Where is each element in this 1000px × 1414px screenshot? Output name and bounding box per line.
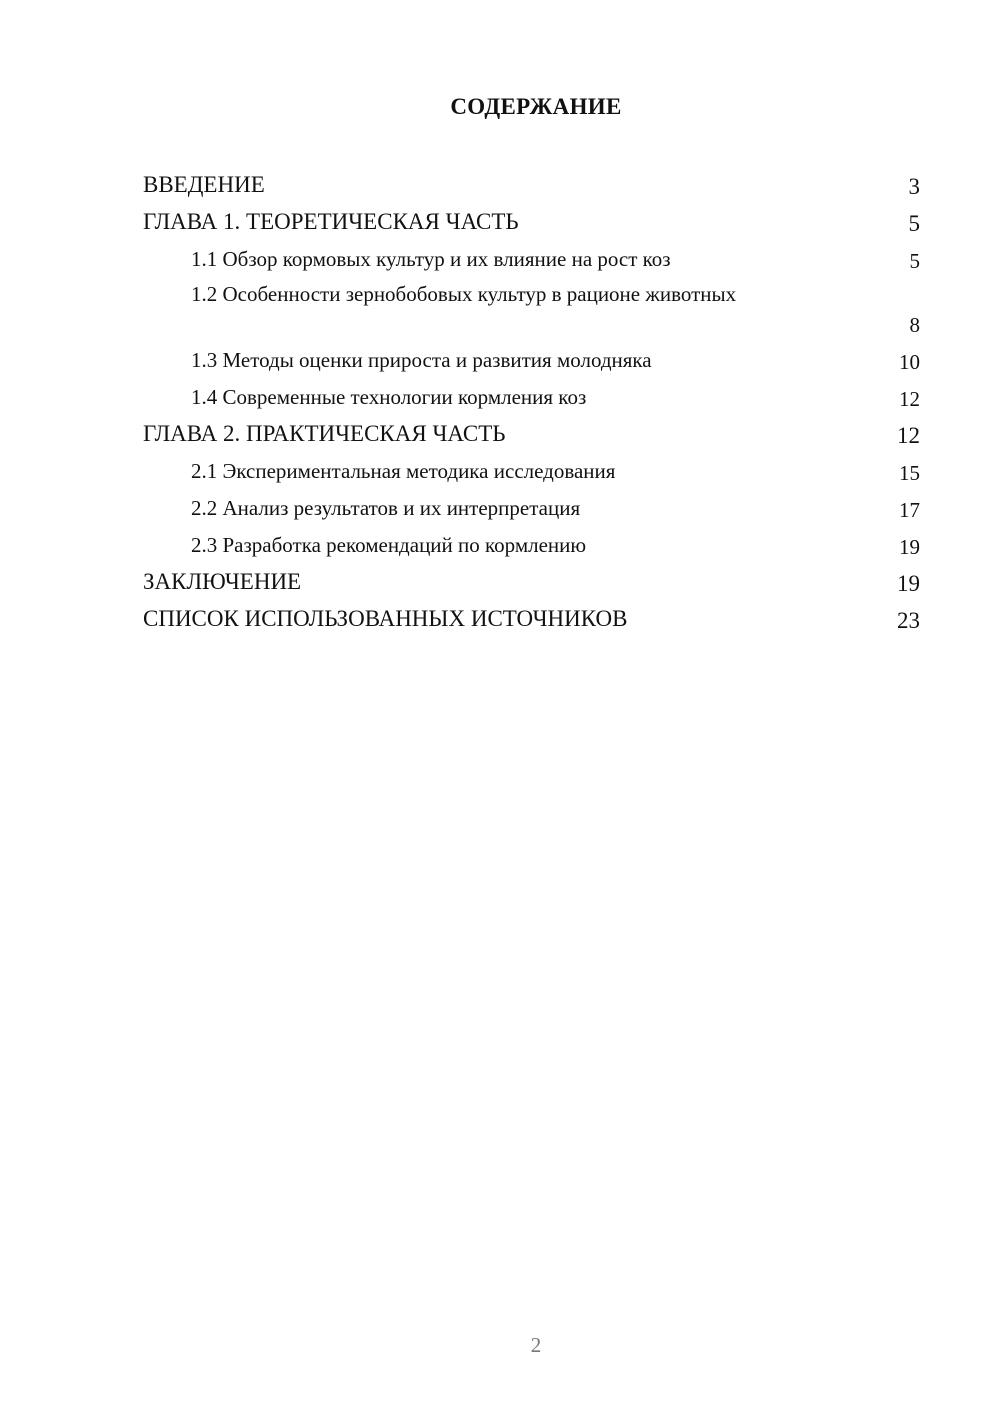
toc-entry-text: ЗАКЛЮЧЕНИЕ (143, 569, 302, 594)
table-of-contents (143, 168, 920, 639)
toc-entry-page: 19 (897, 571, 920, 596)
toc-entry-page: 12 (897, 423, 920, 448)
toc-entry-introduction[interactable] (143, 168, 920, 205)
toc-entry-page: 15 (899, 461, 920, 485)
toc-entry-page: 3 (908, 174, 920, 199)
toc-entry-section-1-1[interactable] (143, 242, 920, 279)
toc-entry-text: ВВЕДЕНИЕ (143, 172, 265, 197)
toc-title: СОДЕРЖАНИЕ (450, 94, 622, 119)
toc-entry-text: 1.1 Обзор кормовых культур и их влияние на рост коз (191, 247, 671, 271)
toc-entry-page: 23 (897, 608, 920, 633)
toc-entry-text: 2.1 Экспериментальная методика исследования (191, 459, 616, 483)
page-number: 2 (530, 1333, 542, 1357)
toc-entry-text: ГЛАВА 1. ТЕОРЕТИЧЕСКАЯ ЧАСТЬ (143, 209, 519, 234)
toc-entry-text: 2.2 Анализ результатов и их интерпретация (191, 496, 581, 520)
toc-entry-page: 19 (899, 535, 920, 559)
toc-entry-page: 8 (909, 313, 920, 337)
toc-entry-section-1-3[interactable] (143, 343, 920, 380)
toc-entry-text: 2.3 Разработка рекомендаций по кормлению (191, 533, 587, 557)
toc-entry-text: СПИСОК ИСПОЛЬЗОВАННЫХ ИСТОЧНИКОВ (143, 606, 628, 631)
toc-entry-section-2-3[interactable] (143, 528, 920, 565)
toc-entry-page: 5 (909, 249, 920, 273)
toc-entry-text: 1.2 Особенности зернобобовых культур в рационе животных (191, 282, 737, 306)
toc-entry-section-1-2[interactable] (143, 279, 920, 343)
toc-entry-chapter-2[interactable] (143, 417, 920, 454)
toc-entry-section-1-4[interactable] (143, 380, 920, 417)
toc-entry-page: 10 (899, 350, 920, 374)
toc-entry-text: ГЛАВА 2. ПРАКТИЧЕСКАЯ ЧАСТЬ (143, 421, 506, 446)
toc-entry-section-2-1[interactable] (143, 454, 920, 491)
toc-entry-page: 17 (899, 498, 920, 522)
toc-entry-references[interactable] (143, 602, 920, 639)
toc-entry-conclusion[interactable] (143, 565, 920, 602)
toc-entry-section-2-2[interactable] (143, 491, 920, 528)
toc-entry-page: 5 (908, 211, 920, 236)
toc-entry-text: 1.3 Методы оценки прироста и развития молодняка (191, 348, 652, 372)
toc-entry-text: 1.4 Современные технологии кормления коз (191, 385, 587, 409)
toc-entry-page: 12 (899, 387, 920, 411)
toc-entry-chapter-1[interactable] (143, 205, 920, 242)
